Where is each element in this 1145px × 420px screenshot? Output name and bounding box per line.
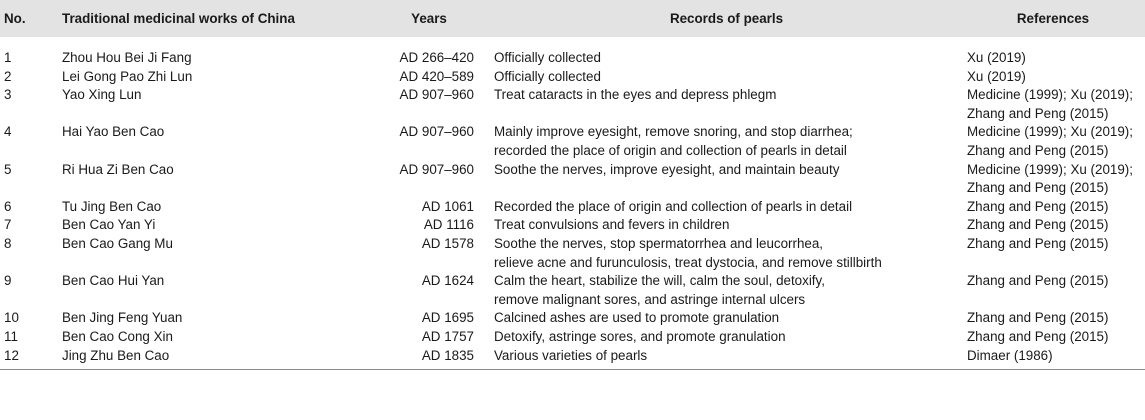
table-row — [0, 37, 1145, 68]
cell-records — [484, 68, 965, 87]
reference-line: Dimaer (1986) — [967, 347, 1053, 363]
cell-records — [484, 216, 965, 235]
cell-no: 6 — [4, 198, 12, 214]
reference-line: Zhang and Peng (2015) — [967, 328, 1109, 344]
table-row — [0, 68, 1145, 87]
record-line: Recorded the place of origin and collection of pearls in detail — [494, 198, 853, 214]
cell-no: 1 — [4, 50, 12, 65]
cell-references — [965, 161, 1145, 198]
record-line: Treat cataracts in the eyes and depress phlegm — [494, 87, 777, 103]
header-row — [0, 0, 1145, 37]
cell-years: AD 1578 — [421, 235, 474, 251]
cell-references — [965, 328, 1145, 347]
cell-work: Ri Hua Zi Ben Cao — [62, 161, 174, 177]
header-years: Years — [411, 11, 447, 26]
reference-line: Medicine (1999); Xu (2019); — [967, 124, 1133, 140]
cell-years: AD 1757 — [421, 328, 474, 344]
cell-years: AD 420–589 — [399, 68, 474, 84]
header-work: Traditional medicinal works of China — [62, 11, 295, 26]
reference-line: Xu (2019) — [967, 68, 1026, 84]
reference-line: Zhang and Peng (2015) — [967, 142, 1109, 158]
cell-no: 8 — [4, 235, 12, 251]
record-line: Various varieties of pearls — [494, 347, 648, 363]
cell-years: AD 907–960 — [399, 87, 474, 103]
table-body — [0, 37, 1145, 370]
reference-line: Zhang and Peng (2015) — [967, 310, 1109, 326]
table-row — [0, 123, 1145, 160]
cell-records — [484, 37, 965, 68]
cell-no: 7 — [4, 217, 12, 233]
record-line: Soothe the nerves, improve eyesight, and maintain beauty — [494, 161, 840, 177]
reference-line: Zhang and Peng (2015) — [967, 217, 1109, 233]
cell-no: 2 — [4, 68, 12, 84]
cell-years: AD 1835 — [421, 347, 474, 363]
table-row — [0, 235, 1145, 272]
table-header — [0, 0, 1145, 37]
cell-no: 5 — [4, 161, 12, 177]
cell-no: 3 — [4, 87, 12, 103]
table-row — [0, 86, 1145, 123]
record-line: relieve acne and furunculosis, treat dystocia, and remove stillbirth — [494, 254, 882, 270]
cell-years: AD 1624 — [421, 273, 474, 289]
cell-records — [484, 161, 965, 198]
reference-line: Zhang and Peng (2015) — [967, 198, 1109, 214]
cell-references — [965, 235, 1145, 272]
cell-years: AD 1116 — [423, 217, 474, 233]
cell-years: AD 907–960 — [399, 124, 474, 140]
cell-work: Ben Cao Cong Xin — [62, 328, 173, 344]
table-row — [0, 347, 1145, 370]
cell-records — [484, 309, 965, 328]
cell-records — [484, 272, 965, 309]
record-line: recorded the place of origin and collection of pearls in detail — [494, 142, 847, 158]
record-line: remove malignant sores, and astringe internal ulcers — [494, 291, 806, 307]
table-row — [0, 161, 1145, 198]
cell-records — [484, 123, 965, 160]
table-row — [0, 309, 1145, 328]
record-line: Treat convulsions and fevers in children — [494, 217, 730, 233]
cell-records — [484, 347, 965, 370]
cell-no: 10 — [4, 310, 19, 326]
record-line: Soothe the nerves, stop spermatorrhea and leucorrhea, — [494, 235, 824, 251]
cell-references — [965, 68, 1145, 87]
cell-no: 12 — [4, 347, 19, 363]
record-line: Detoxify, astringe sores, and promote granulation — [494, 328, 786, 344]
cell-work: Hai Yao Ben Cao — [62, 124, 165, 140]
reference-line: Zhang and Peng (2015) — [967, 180, 1109, 196]
reference-line: Medicine (1999); Xu (2019); — [967, 87, 1133, 103]
record-line: Calm the heart, stabilize the will, calm the soul, detoxify, — [494, 273, 825, 289]
cell-references — [965, 123, 1145, 160]
cell-records — [484, 86, 965, 123]
record-line: Officially collected — [494, 68, 601, 84]
cell-references — [965, 37, 1145, 68]
cell-references — [965, 198, 1145, 217]
cell-records — [484, 235, 965, 272]
cell-references — [965, 272, 1145, 309]
cell-years: AD 907–960 — [399, 161, 474, 177]
cell-work: Ben Cao Hui Yan — [62, 273, 165, 289]
cell-work: Ben Cao Gang Mu — [62, 235, 173, 251]
cell-years: AD 1061 — [421, 198, 474, 214]
cell-work: Lei Gong Pao Zhi Lun — [62, 68, 193, 84]
cell-work: Zhou Hou Bei Ji Fang — [62, 50, 192, 65]
header-records: Records of pearls — [669, 11, 784, 26]
record-line: Mainly improve eyesight, remove snoring, and stop diarrhea; — [494, 124, 853, 140]
table-row — [0, 216, 1145, 235]
cell-work: Yao Xing Lun — [62, 87, 142, 103]
cell-references — [965, 216, 1145, 235]
table-row — [0, 272, 1145, 309]
reference-line: Zhang and Peng (2015) — [967, 105, 1109, 121]
reference-line: Medicine (1999); Xu (2019); — [967, 161, 1133, 177]
cell-references — [965, 86, 1145, 123]
reference-line: Zhang and Peng (2015) — [967, 273, 1109, 289]
cell-no: 11 — [4, 328, 18, 344]
table-row — [0, 198, 1145, 217]
reference-line: Xu (2019) — [967, 50, 1026, 65]
header-no: No. — [4, 11, 26, 26]
cell-work: Ben Jing Feng Yuan — [62, 310, 183, 326]
cell-no: 4 — [4, 124, 12, 140]
table-row — [0, 328, 1145, 347]
record-line: Officially collected — [494, 50, 601, 65]
cell-records — [484, 328, 965, 347]
record-line: Calcined ashes are used to promote granulation — [494, 310, 780, 326]
cell-years: AD 266–420 — [399, 50, 474, 65]
cell-references — [965, 309, 1145, 328]
cell-work: Ben Cao Yan Yi — [62, 217, 156, 233]
reference-line: Zhang and Peng (2015) — [967, 235, 1109, 251]
cell-years: AD 1695 — [421, 310, 474, 326]
cell-references — [965, 347, 1145, 370]
cell-records — [484, 198, 965, 217]
header-references: References — [1016, 11, 1090, 26]
cell-work: Jing Zhu Ben Cao — [62, 347, 170, 363]
cell-no: 9 — [4, 273, 12, 289]
cell-work: Tu Jing Ben Cao — [62, 198, 162, 214]
